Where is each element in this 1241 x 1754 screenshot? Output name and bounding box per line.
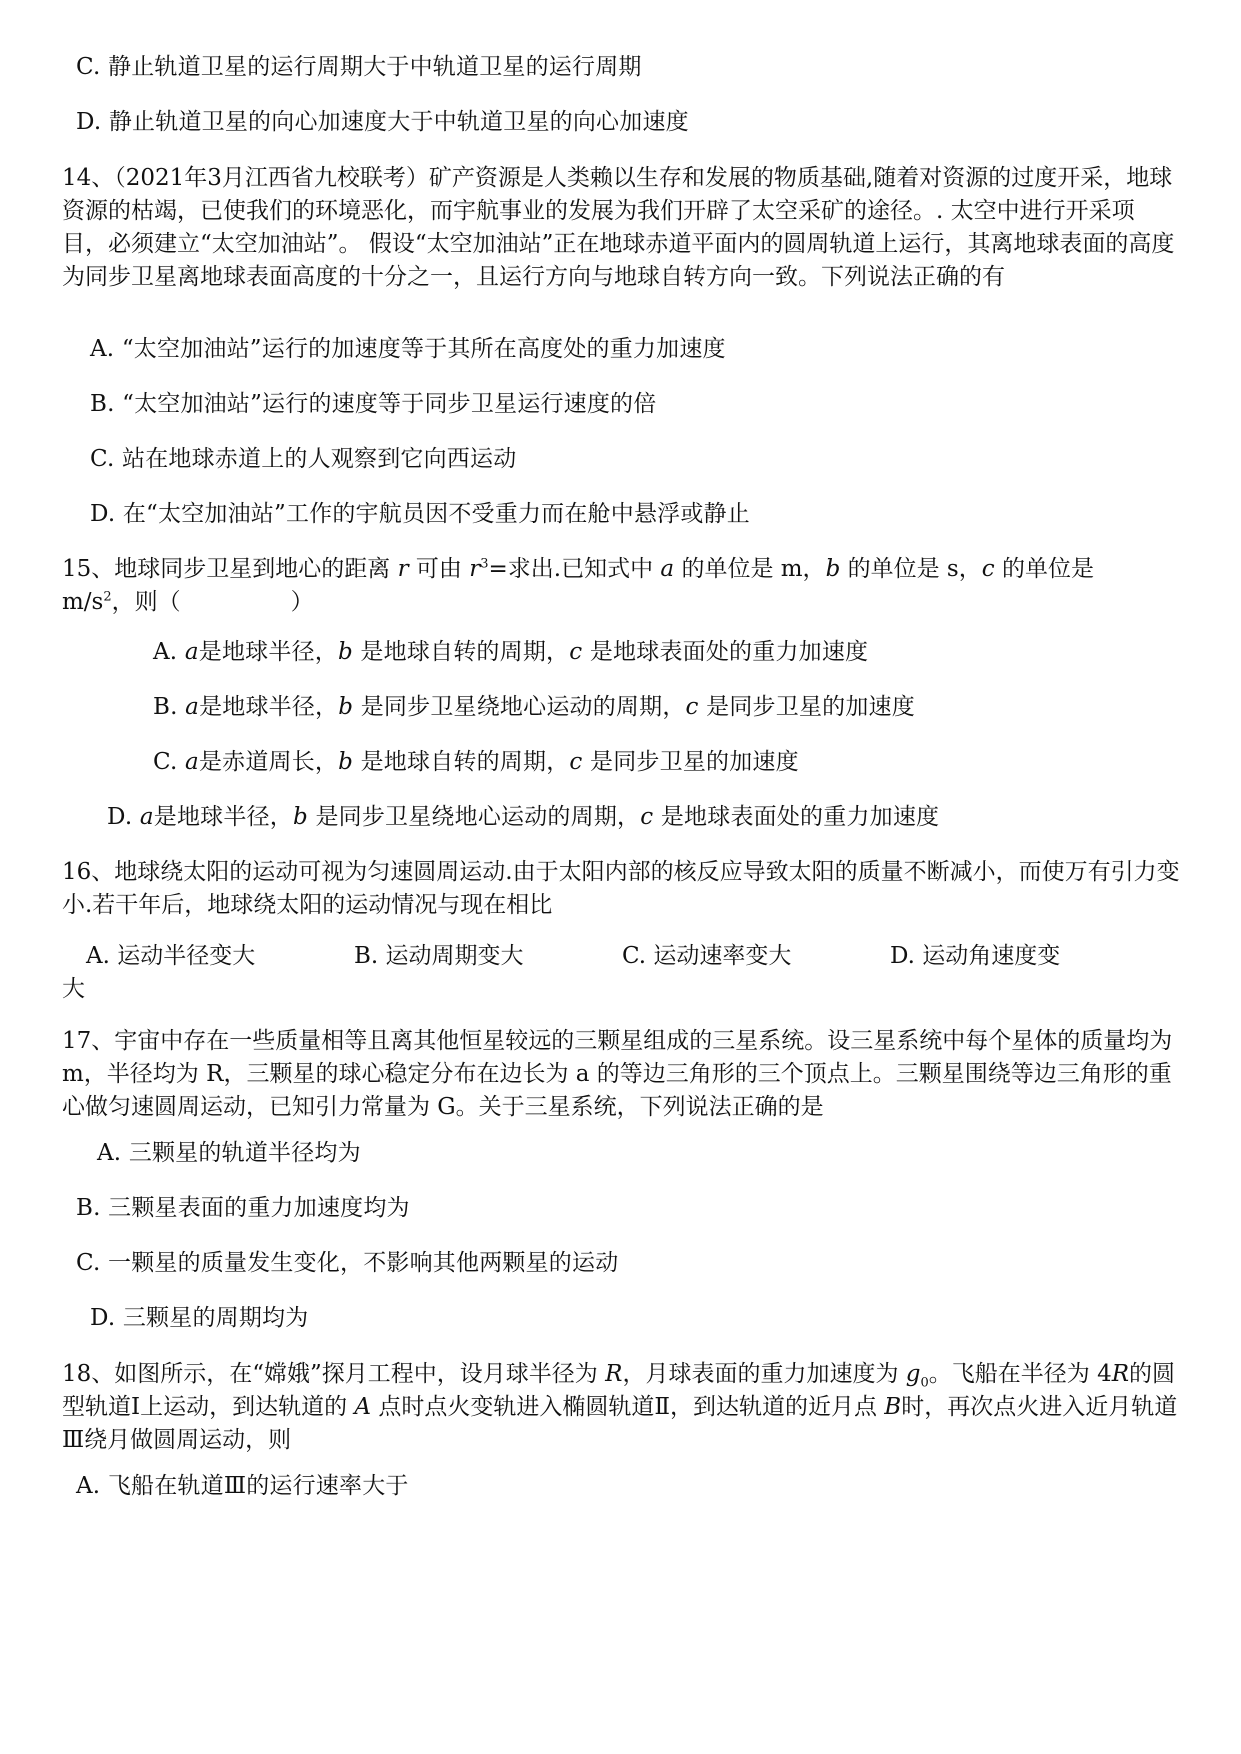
q15-option-c: C. a是赤道周长，b 是地球自转的周期，c 是同步卫星的加速度 <box>153 749 799 775</box>
q17-option-b: B. 三颗星表面的重力加速度均为 <box>76 1195 410 1221</box>
q16-option-d: D. 运动角速度变 <box>890 943 1061 969</box>
q18-stem: 18、如图所示，在“嫦娥”探月工程中，设月球半径为 R，月球表面的重力加速度为 $g_0$。飞船在半径为 4R的圆型轨道Ⅰ上运动，到达轨道的 A 点时点火变轨进入椭圆轨道Ⅱ，到达轨道的近月点 B时，再次点火进入近月轨道Ⅲ绕月做圆周运动，则 <box>62 1361 1178 1453</box>
q15-option-d: D. a是地球半径，b 是同步卫星绕地心运动的周期，c 是地球表面处的重力加速度 <box>107 804 940 830</box>
q14-option-b: B. “太空加油站”运行的速度等于同步卫星运行速度的倍 <box>90 391 657 417</box>
q16-option-d-continued: 大 <box>62 976 85 1002</box>
q16-stem: 16、地球绕太阳的运动可视为匀速圆周运动.由于太阳内部的核反应导致太阳的质量不断减小，而使万有引力变小.若干年后，地球绕太阳的运动情况与现在相比 <box>62 859 1180 918</box>
q14-option-a: A. “太空加油站”运行的加速度等于其所在高度处的重力加速度 <box>90 336 726 362</box>
q18-option-a: A. 飞船在轨道Ⅲ的运行速率大于 <box>76 1473 409 1499</box>
q14-stem: 14、（2021年3月江西省九校联考）矿产资源是人类赖以生存和发展的物质基础,随着对资源的过度开采，地球资源的枯竭，已使我们的环境恶化，而宇航事业的发展为我们开辟了太空采矿的途径。. 太空中进行开采项目，必须建立“太空加油站”。 假设“太空加油站”正在地球赤道平面内的圆周轨道上运行，其离地球表面的高度为同步卫星离地球表面高度的十分之一，且运行方向与地球自转方向一致。下列说法正确的有 <box>62 165 1175 290</box>
q16-option-c: C. 运动速率变大 <box>622 943 792 969</box>
q16-options <box>62 940 1180 1006</box>
q13-option-c: C. 静止轨道卫星的运行周期大于中轨道卫星的运行周期 <box>76 54 642 80</box>
q13-option-d: D. 静止轨道卫星的向心加速度大于中轨道卫星的向心加速度 <box>76 109 689 135</box>
q16-option-a: A. 运动半径变大 <box>86 943 256 969</box>
q16-option-b: B. 运动周期变大 <box>354 943 524 969</box>
q15-stem: 15、地球同步卫星到地心的距离 r 可由 $r^3=$求出.已知式中 a 的单位是 m，b 的单位是 s，c 的单位是 $m/s^2$，则（ ） <box>62 556 1094 615</box>
q17-option-a: A. 三颗星的轨道半径均为 <box>97 1140 361 1166</box>
q17-option-d: D. 三颗星的周期均为 <box>90 1305 309 1331</box>
q14-option-c: C. 站在地球赤道上的人观察到它向西运动 <box>90 446 517 472</box>
q17-option-c: C. 一颗星的质量发生变化，不影响其他两颗星的运动 <box>76 1250 619 1276</box>
q17-stem: 17、宇宙中存在一些质量相等且离其他恒星较远的三颗星组成的三星系统。设三星系统中每个星体的质量均为 m，半径均为 R，三颗星的球心稳定分布在边长为 a 的等边三角形的三个顶点上。三颗星围绕等边三角形的重心做匀速圆周运动，已知引力常量为 G。关于三星系统，下列说法正确的是 <box>62 1028 1173 1120</box>
q15-option-b: B. a是地球半径，b 是同步卫星绕地心运动的周期，c 是同步卫星的加速度 <box>153 694 915 720</box>
q14-option-d: D. 在“太空加油站”工作的宇航员因不受重力而在舱中悬浮或静止 <box>90 501 750 527</box>
q15-option-a: A. a是地球半径，b 是地球自转的周期，c 是地球表面处的重力加速度 <box>153 639 869 665</box>
